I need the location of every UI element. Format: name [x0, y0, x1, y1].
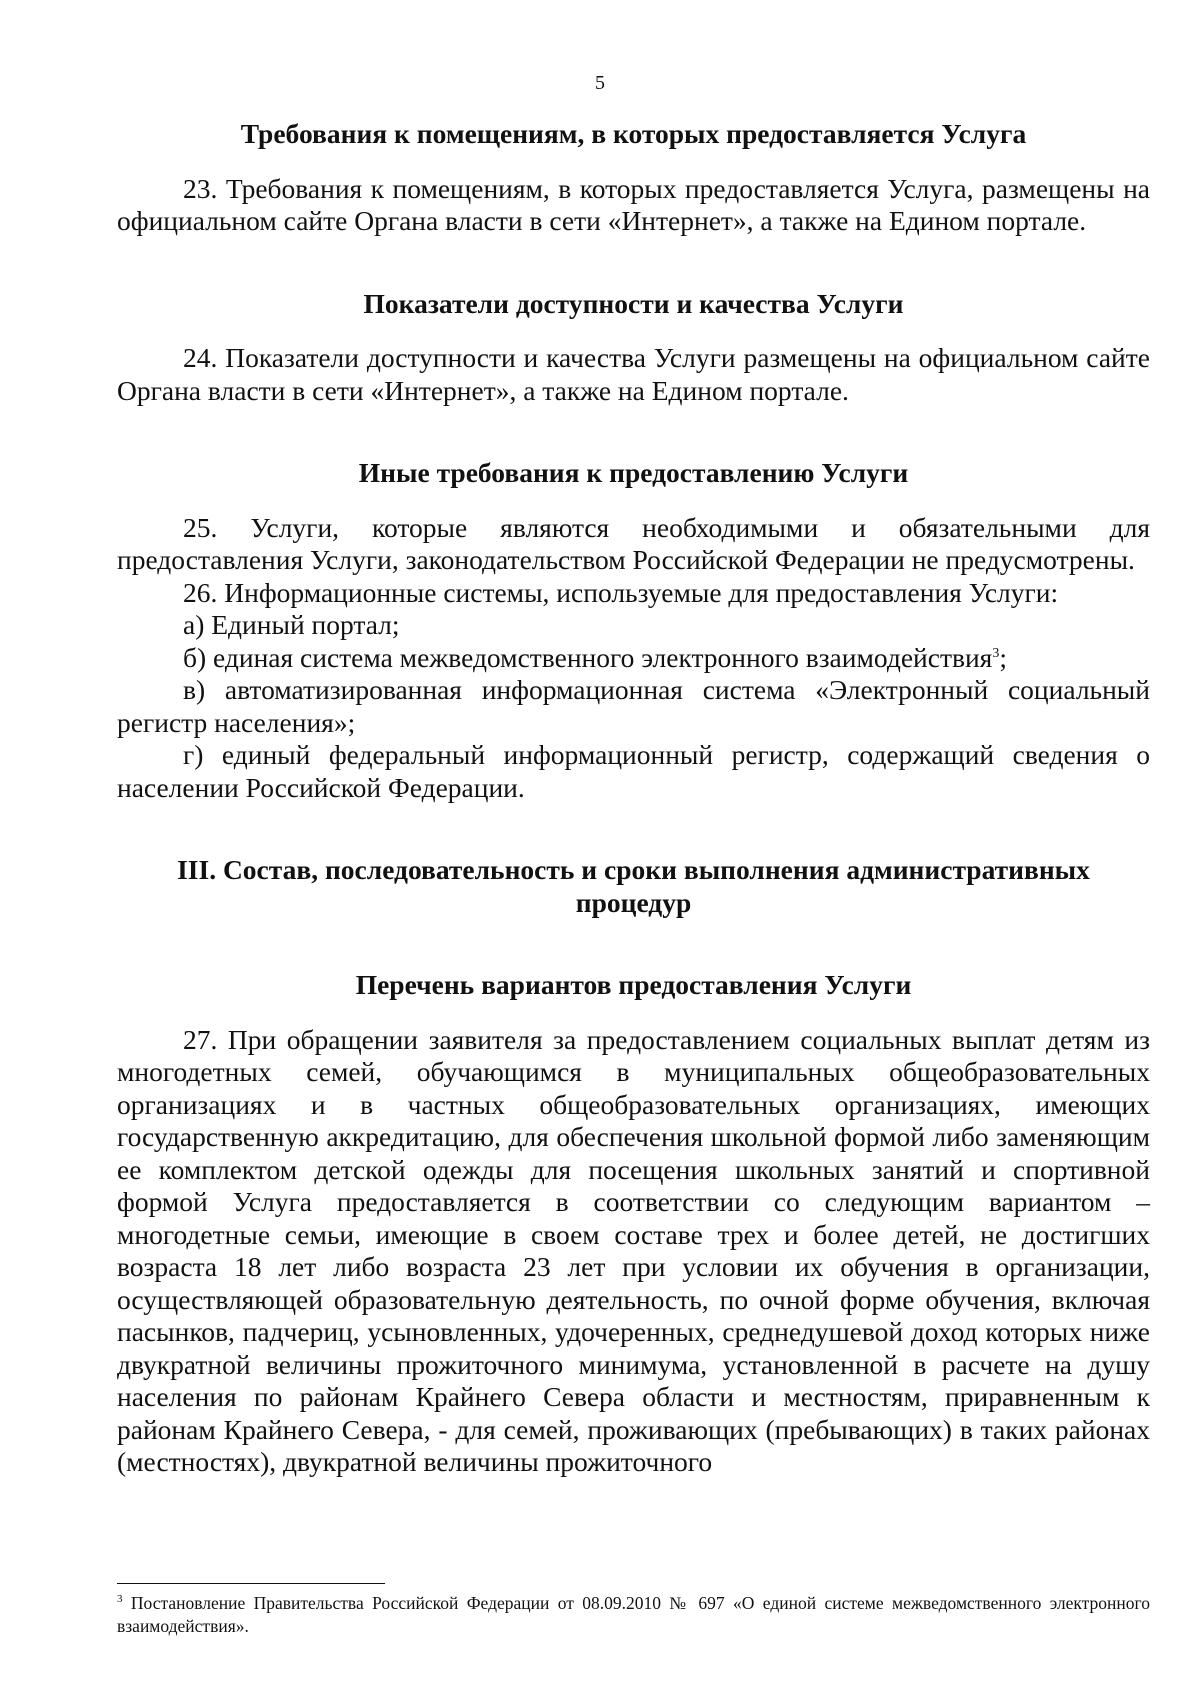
list-item-d: г) единый федеральный информационный регистр, содержащий сведения о населении Российской Федерации.: [117, 739, 1150, 803]
chapter-3-heading: III. Состав, последовательность и сроки выполнения административных процедур: [177, 854, 1090, 918]
footnote-number: 3: [117, 1593, 123, 1606]
heading-service-variants: Перечень вариантов предоставления Услуги: [355, 969, 912, 1000]
footnote-3: [117, 1592, 1150, 1638]
paragraph-25: 25. Услуги, которые являются необходимыми и обязательными для предоставления Услуги, законодательством Российской Федерации не предусмотрены.: [117, 511, 1150, 575]
list-item-b-text: б) единая система межведомственного электронного взаимодействия: [183, 641, 993, 673]
footnote-text: Постановление Правительства Российской Федерации от 08.09.2010 № 697 «О единой системе межведомственного электронного взаимодействия».: [117, 1593, 1150, 1636]
list-item-a: а) Единый портал;: [183, 609, 400, 640]
heading-other-requirements: Иные требования к предоставлению Услуги: [358, 457, 909, 488]
list-item-c: в) автоматизированная информационная система «Электронный социальный регистр населения»;: [117, 674, 1150, 738]
list-item-b: [117, 642, 1150, 675]
paragraph-26: 26. Информационные системы, используемые для предоставления Услуги:: [183, 576, 1059, 608]
paragraph-27: 27. При обращении заявителя за предоставлением социальных выплат детям из многодетных семей, обучающимся в муниципальных общеобразовательных организациях и в частных общеобразовательных организациях, имеющих государственную аккредитацию, для обеспечения школьной формой либо заменяющим ее комплектом детской одежды для посещения школьных занятий и спортивной формой Услуга предоставляется в соответствии со следующим вариантом – многодетные семьи, имеющие в своем составе трех и более детей, не достигших возраста 18 лет либо возраста 23 лет при условии их обучения в организации, осуществляющей образовательную деятельность, по очной форме обучения, включая пасынков, падчериц, усыновленных, удочеренных, среднедушевой доход которых ниже двукратной величины прожиточного минимума, установленной в расчете на душу населения по районам Крайнего Севера области и местностям, приравненным к районам Крайнего Севера, - для семей, проживающих (пребывающих) в таких районах (местностях), двукратной величины прожиточного: [117, 1023, 1150, 1477]
footnote-ref-3[interactable]: 3: [992, 645, 1000, 661]
list-item-b-end: ;: [999, 641, 1007, 673]
document-body: [117, 118, 1150, 1479]
footnotes: [117, 1583, 1150, 1638]
footnote-separator: [117, 1583, 385, 1584]
heading-premises-requirements: Требования к помещениям, в которых предоставляется Услуга: [240, 118, 1027, 149]
paragraph-24: 24. Показатели доступности и качества Услуги размещены на официальном сайте Органа власти в сети «Интернет», а также на Едином портале.: [117, 342, 1150, 406]
page-number: 5: [595, 72, 605, 94]
heading-accessibility-quality: Показатели доступности и качества Услуги: [363, 287, 904, 319]
paragraph-23: 23. Требования к помещениям, в которых предоставляется Услуга, размещены на официальном сайте Органа власти в сети «Интернет», а также на Едином портале.: [117, 172, 1150, 236]
